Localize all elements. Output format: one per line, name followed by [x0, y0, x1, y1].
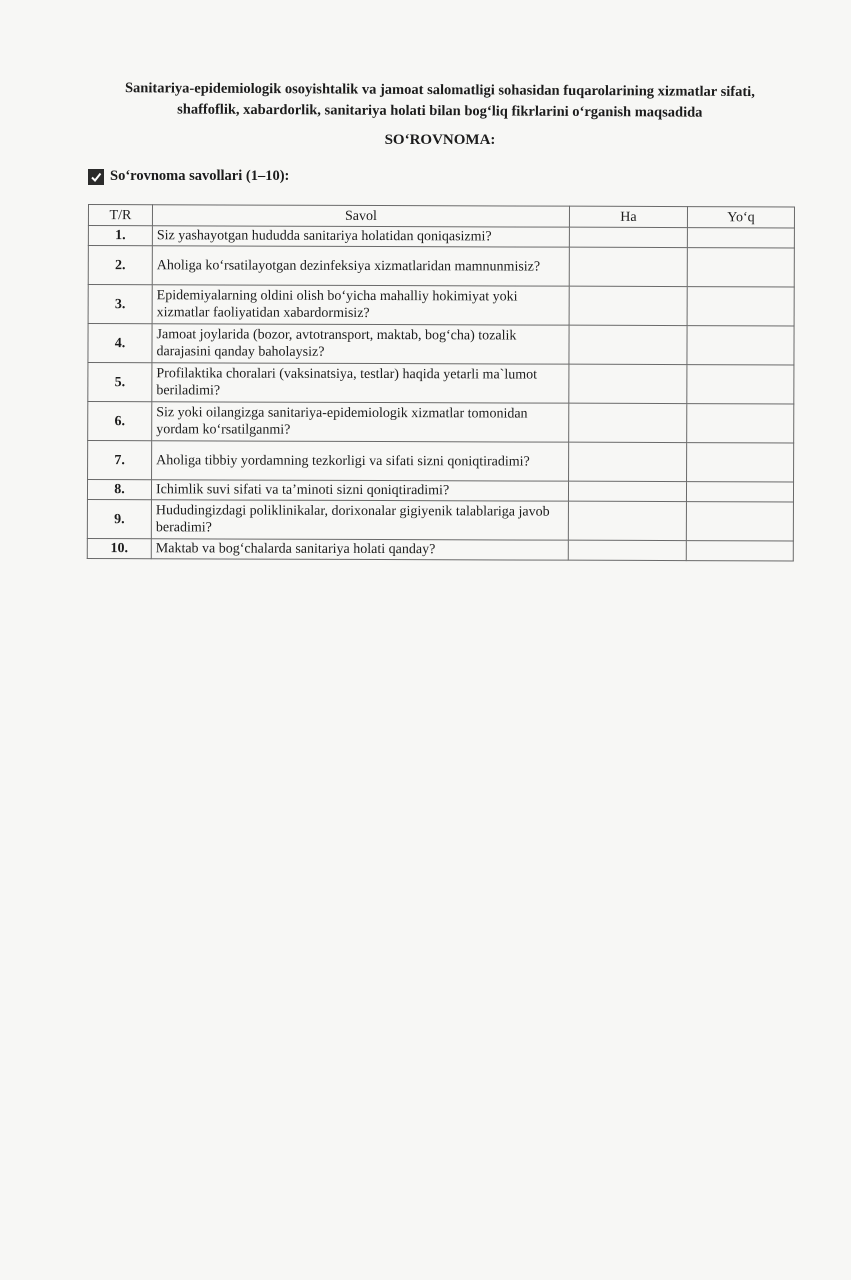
answer-no-cell[interactable] — [687, 365, 794, 404]
answer-no-cell[interactable] — [686, 502, 793, 541]
document-heading: Sanitariya-epidemiologik osoyishtalik va jamoat salomatligi sohasidan fuqarolarining xizmatlar sifati, shaffoflik, xabardorlik, sanitariya holati bilan bog‘liq fikrlarini o‘rganish maqsadida — [124, 80, 755, 121]
row-number: 5. — [88, 363, 152, 402]
section-title: So‘rovnoma savollari (1–10): — [110, 168, 290, 184]
answer-yes-cell[interactable] — [569, 286, 687, 325]
table-row — [88, 285, 794, 326]
row-number: 4. — [88, 324, 152, 363]
header-no: Yo‘q — [687, 207, 794, 228]
answer-yes-cell[interactable] — [569, 247, 687, 286]
row-question: Maktab va bog‘chalarda sanitariya holati qanday? — [151, 539, 568, 560]
answer-yes-cell[interactable] — [569, 403, 687, 442]
answer-no-cell[interactable] — [687, 326, 794, 365]
row-question: Siz yoki oilangizga sanitariya-epidemiologik xizmatlar tomonidan yordam ko‘rsatilganmi? — [152, 402, 569, 442]
header-yes: Ha — [569, 206, 687, 227]
survey-table — [87, 204, 795, 561]
checked-checkbox-icon — [88, 169, 104, 185]
table-row — [88, 226, 794, 248]
table-row — [88, 441, 794, 482]
answer-no-cell[interactable] — [686, 482, 793, 502]
row-question: Aholiga ko‘rsatilayotgan dezinfeksiya xizmatlaridan mamnunmisiz? — [152, 246, 569, 286]
answer-yes-cell[interactable] — [569, 227, 687, 247]
row-number: 2. — [88, 246, 152, 285]
answer-yes-cell[interactable] — [569, 364, 687, 403]
header-number: T/R — [88, 205, 152, 226]
table-header-row — [88, 205, 794, 228]
row-number: 10. — [87, 538, 151, 558]
row-question: Ichimlik suvi sifati va ta’minoti sizni qoniqtiradimi? — [151, 480, 568, 501]
document-subtitle: SO‘ROVNOMA: — [384, 132, 496, 148]
row-question: Jamoat joylarida (bozor, avtotransport, maktab, bog‘cha) tozalik darajasini qanday baholaysiz? — [152, 324, 569, 364]
answer-yes-cell[interactable] — [569, 442, 687, 481]
answer-yes-cell[interactable] — [568, 481, 686, 501]
row-question: Aholiga tibbiy yordamning tezkorligi va sifati sizni qoniqtiradimi? — [152, 441, 569, 481]
row-number: 1. — [88, 226, 152, 246]
table-row — [87, 480, 793, 502]
table-row — [88, 246, 794, 287]
row-question: Profilaktika choralari (vaksinatsiya, testlar) haqida yetarli ma`lumot beriladimi? — [152, 363, 569, 403]
table-row — [88, 324, 794, 365]
answer-no-cell[interactable] — [687, 248, 794, 287]
table-row — [88, 402, 794, 443]
header-question: Savol — [152, 205, 569, 227]
row-number: 9. — [87, 499, 151, 538]
answer-no-cell[interactable] — [687, 443, 794, 482]
row-question: Epidemiyalarning oldini olish bo‘yicha mahalliy hokimiyat yoki xizmatlar faoliyatidan xabardormisiz? — [152, 285, 569, 325]
row-number: 7. — [88, 441, 152, 480]
table-row — [88, 363, 794, 404]
row-number: 6. — [88, 402, 152, 441]
answer-no-cell[interactable] — [687, 404, 794, 443]
answer-yes-cell[interactable] — [568, 540, 686, 560]
answer-no-cell[interactable] — [687, 228, 794, 248]
row-question: Hududingizdagi poliklinikalar, dorixonalar gigiyenik talablariga javob beradimi? — [151, 500, 568, 540]
table-row — [87, 538, 793, 560]
table-row — [87, 499, 793, 540]
answer-yes-cell[interactable] — [568, 501, 686, 540]
row-number: 8. — [87, 480, 151, 500]
answer-no-cell[interactable] — [687, 287, 794, 326]
answer-yes-cell[interactable] — [569, 325, 687, 364]
answer-no-cell[interactable] — [686, 541, 793, 561]
row-number: 3. — [88, 285, 152, 324]
section-header — [88, 168, 289, 185]
row-question: Siz yashayotgan hududda sanitariya holatidan qoniqasizmi? — [152, 226, 569, 247]
